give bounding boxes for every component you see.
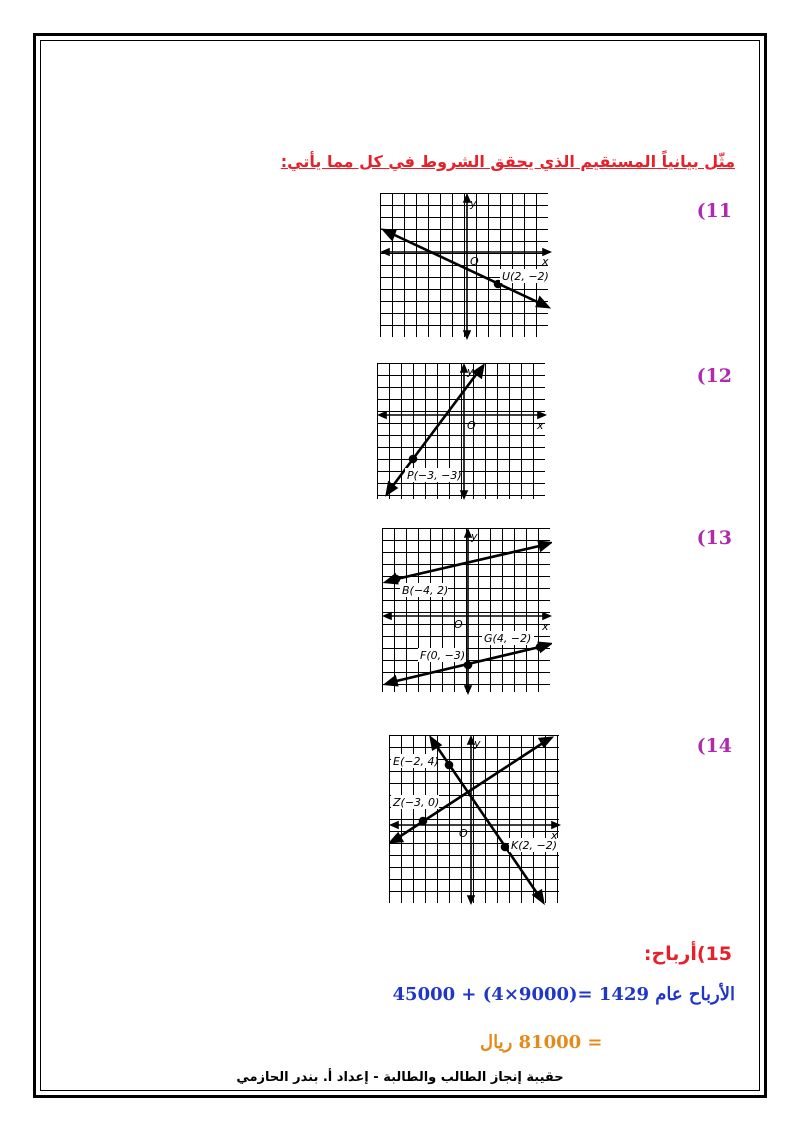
graph-14: [389, 735, 561, 905]
axis-label-y: y: [474, 737, 481, 750]
question-number-12: (12: [696, 365, 732, 387]
axis-label-y: y: [470, 197, 477, 210]
axis-label-x: x: [551, 829, 558, 842]
question-number-11: (11: [696, 200, 732, 222]
question-number-14: (14: [696, 735, 732, 757]
point-label-G: G(4, −2): [484, 632, 532, 645]
origin-label: O: [467, 419, 476, 432]
axis-label-x: x: [542, 255, 549, 268]
graph-11: [380, 193, 552, 340]
profit-formula: الأرباح عام 1429 =(9000×4) + 45000: [392, 984, 735, 1005]
graph-12: [377, 363, 547, 500]
origin-label: O: [454, 618, 463, 631]
point-label-K: K(2, −2): [511, 839, 558, 852]
point-label-U: U(2, −2): [502, 270, 549, 283]
question-number-13: (13: [696, 527, 732, 549]
grid: [380, 193, 548, 337]
axis-label-y: y: [471, 530, 478, 543]
graph-13: [382, 528, 552, 695]
point-label-B: B(−4, 2): [402, 584, 449, 597]
section-heading: مثّل بيانياً المستقيم الذي يحقق الشروط في كل مما يأتي:: [280, 152, 735, 171]
profit-result: = 81000 ريال: [480, 1032, 603, 1053]
point-label-Z: Z(−3, 0): [393, 796, 440, 809]
point-label-P: P(−3, −3): [407, 469, 462, 482]
page-footer: حقيبة إنجاز الطالب والطالبة - إعداد أ. بندر الحازمي: [236, 1070, 564, 1085]
axis-label-x: x: [542, 620, 549, 633]
axis-label-y: y: [467, 365, 474, 378]
point-label-F: F(0, −3): [420, 649, 466, 662]
point-label-E: E(−2, 4): [393, 755, 439, 768]
axis-label-x: x: [537, 419, 544, 432]
problem-15-label: 15)أرباح:: [643, 943, 732, 965]
origin-label: O: [470, 255, 479, 268]
origin-label: O: [459, 827, 468, 840]
